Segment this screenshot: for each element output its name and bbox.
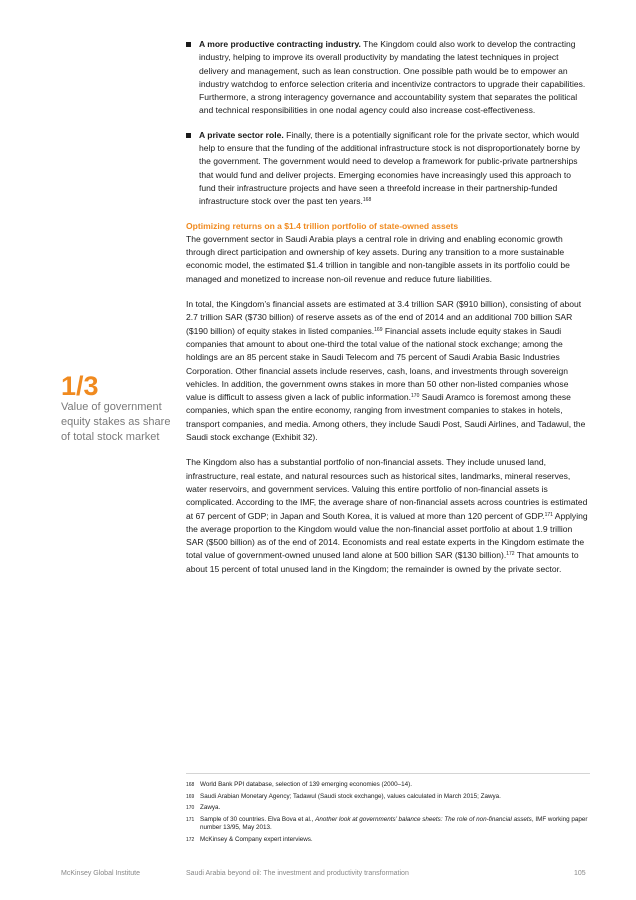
section-intro: The government sector in Saudi Arabia plays a central role in driving and enabling economic growth through direct participation and ownership of key assets. During any transition to a more sustainable economic model, the estimated $1.4 trillion in tangible and non-tangible assets in its portfolio could be managed and monetized to increase non-oil revenue and reduce future liabilities. xyxy=(186,233,570,284)
footnote-number: 172 xyxy=(186,836,195,843)
main-column xyxy=(186,38,590,588)
paragraph-text: Financial assets include equity stakes in Saudi companies that amount to about one-third the total value of the national stock exchange; among the holdings are an 85 percent stake in Saudi Telecom and 75 percent of Saudi Arabia Basic Industries Corporation. Other financial assets include reserves, cash, loans, and investments through sovereign vehicles. In addition, the government owns stakes in more than 50 other non-listed companies whose value is difficult to assess given a lack of public information. xyxy=(186,325,569,403)
paragraph-text: Saudi Aramco is foremost among these companies, which span the entire economy, ranging from investment companies to stakes in hotels, transport companies, and media. Among others, they include Saudi Post, Saudi Airlines, and Tadawul, the Saudi stock exchange (Exhibit 32). xyxy=(186,392,586,443)
bullet-text: The Kingdom could also work to develop the contracting industry, helping to improve its overall productivity by mandating the latest techniques in project delivery and management, such as lean construction. One possible path would be to empower an industry watchdog to enforce selection criteria and incentivize contractors to upgrade their capabilities. Furthermore, a strong interagency governance and accountability system that separates the political and technical responsibilities in one nodal agency could also increase cost-effectiveness. xyxy=(199,39,586,116)
footnote-text: World Bank PPI database, selection of 139 emerging economies (2000–14). xyxy=(200,781,413,788)
footnote-ref: 169 xyxy=(374,326,383,333)
bullet-text: Finally, there is a potentially significant role for the private sector, which would help to ensure that the funding of the additional infrastructure stock is not disproportionately borne by the government. The government would need to develop a framework for public-private partnerships that would fund and deliver projects. Emerging economies have increasingly used this approach to fund their infrastructure projects and have seen a threefold increase in their partnership-funded infrastructure stock over the past ten years. xyxy=(199,129,581,207)
footnote-text: Zawya. xyxy=(200,804,221,811)
paragraph-text: The Kingdom also has a substantial portfolio of non-financial assets. They include unused land, infrastructure, real estate, and natural resources such as historical sites, landmarks, mineral reserves, water reservoirs, and government services. Valuing this entire portfolio of non-financial assets is complicated. According to the IMF, the average share of non-financial assets across countries is estimated at 67 percent of GDP; in Japan and South Korea, it is valued at more than 120 percent of GDP. xyxy=(186,457,588,521)
footnote-divider xyxy=(186,773,590,774)
bullet-lead: A private sector role. xyxy=(199,129,284,140)
footnote-text: McKinsey & Company expert interviews. xyxy=(200,835,313,843)
callout-stat: 1/3 xyxy=(61,371,99,401)
bullet-item-private-sector xyxy=(186,129,590,209)
footnote-number: 168 xyxy=(186,782,195,788)
footnote-ref: 171 xyxy=(544,511,553,518)
footnote-text: Saudi Arabian Monetary Agency; Tadawul (Saudi stock exchange), values calculated in March 2015; Zawya. xyxy=(200,792,501,800)
footnote-item xyxy=(186,804,590,813)
paragraph-financial-assets xyxy=(186,298,590,444)
footnote-ref: 170 xyxy=(411,393,420,400)
paragraph-non-financial-assets xyxy=(186,456,590,576)
footnote-ref: 168 xyxy=(362,197,372,204)
footnote-ref: 172 xyxy=(506,551,515,558)
section-heading: Optimizing returns on a $1.4 trillion portfolio of state-owned assets xyxy=(186,220,459,231)
footnote-number: 171 xyxy=(186,816,195,823)
bullet-lead: A more productive contracting industry. xyxy=(199,39,361,49)
callout-caption: Value of government equity stakes as share of total stock market xyxy=(61,401,171,443)
bullet-square-icon xyxy=(186,42,191,47)
footnote-item xyxy=(186,836,590,845)
paragraph-text: Applying the average proportion to the Kingdom would value the non-financial asset portfolio at about 1.9 trillion SAR ($500 billion) as of the end of 2014. Economists and real estate experts in the Kingdom estimate the total value of government-owned unused land alone at 500 billion SAR ($130 billion). xyxy=(186,510,588,561)
footnote-title: Another look at governments’ balance sheets: The role of non-financial assets xyxy=(315,815,532,823)
footnote-item xyxy=(186,781,590,790)
footnotes xyxy=(186,781,590,847)
paragraph-text: That amounts to about 15 percent of total unused land in the Kingdom; the remainder is owned by the private sector. xyxy=(186,550,579,574)
footnote-text: , IMF working paper number 13/95, May 2013. xyxy=(200,815,588,832)
footnote-item xyxy=(186,793,590,802)
footer-publisher: McKinsey Global Institute xyxy=(61,870,140,877)
bullet-square-icon xyxy=(186,133,191,138)
footer-report-title: Saudi Arabia beyond oil: The investment and productivity transformation xyxy=(186,870,409,877)
bullet-item-contracting xyxy=(186,38,590,118)
footnote-number: 169 xyxy=(186,793,195,800)
footnote-item xyxy=(186,816,590,834)
footnote-number: 170 xyxy=(186,805,195,811)
sidebar-callout xyxy=(61,372,179,445)
paragraph-text: In total, the Kingdom’s financial assets are estimated at 3.4 trillion SAR ($910 billion), consisting of about 2.7 trillion SAR ($730 billion) of reserve assets as of the end of 2014 and an additional 700 billion SAR ($190 billion) of equity stakes in listed companies. xyxy=(186,299,582,336)
footnote-text: Sample of 30 countries. Elva Bova et al., xyxy=(200,815,316,823)
page-number: 105 xyxy=(574,870,586,877)
